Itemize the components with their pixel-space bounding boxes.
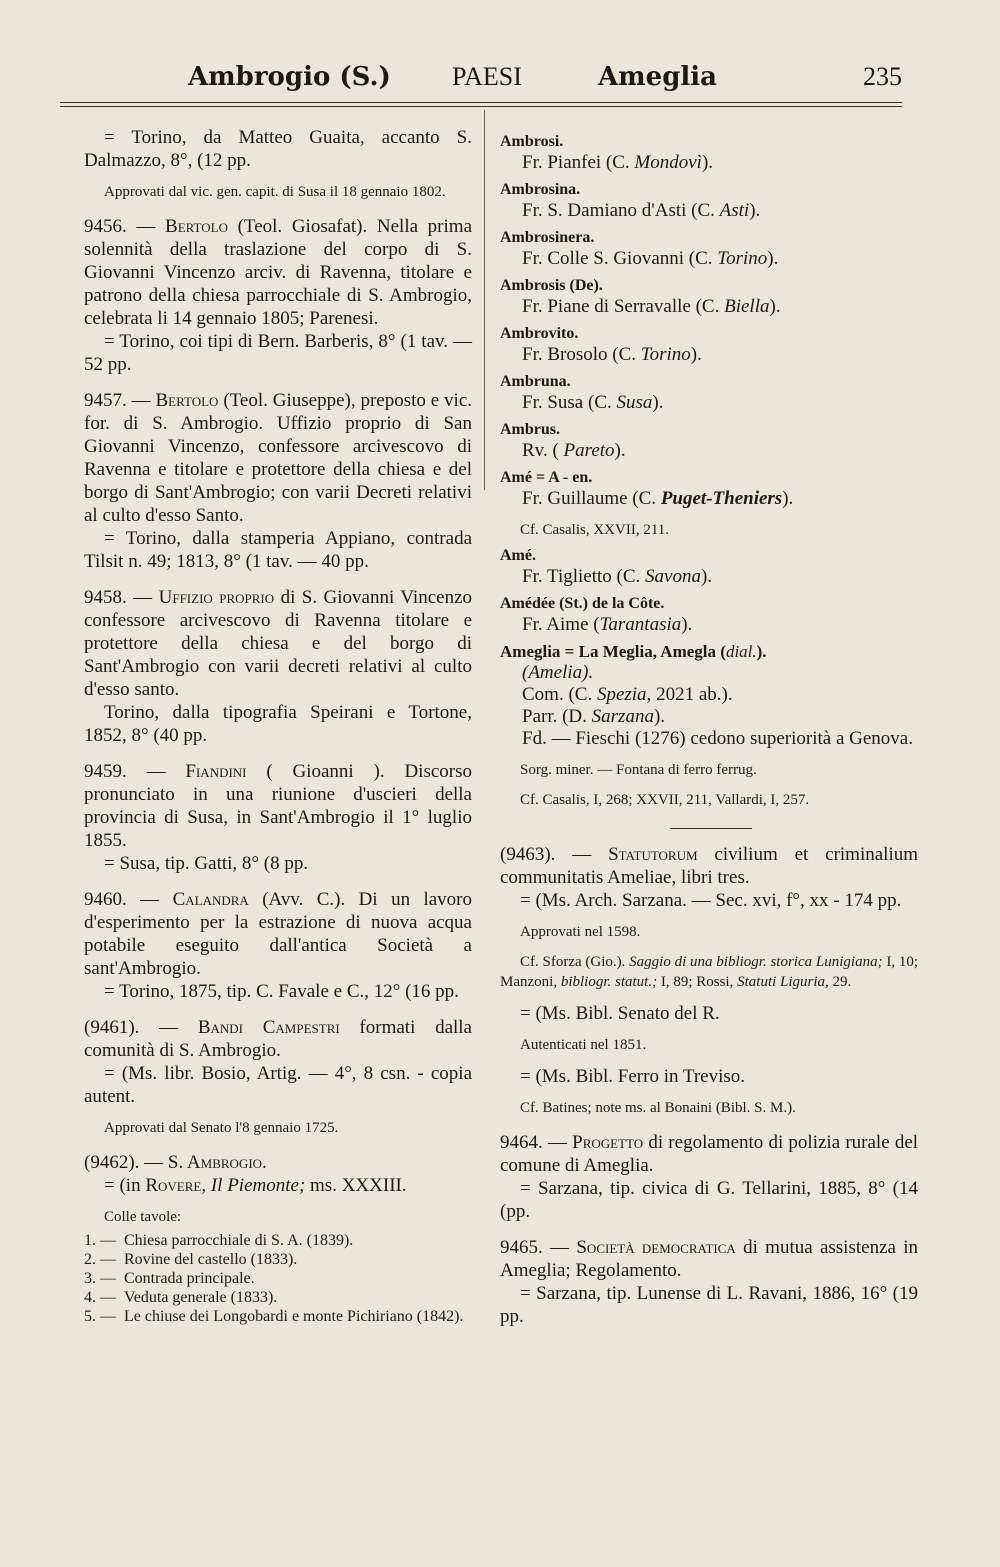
text: Com. (C. (522, 684, 593, 705)
entry-9458: 9458. — Uffizio proprio di S. Giovanni Vincenzo confessore arcivescovo di Ravenna titolare e protettore della chiesa e del borgo di Sant'Ambrogio con varii decreti relativi al culto d'esso santo. (84, 587, 473, 700)
entry-9456: 9456. — Bertolo (Teol. Giosafat). Nella prima solennità della traslazione del corpo di S. Giovanni Vincenzo arciv. di Ravenna, titolare e patrono della chiesa parrocchiale di S. Ambrogio, celebrata li 14 gennaio 1805; Parenesi. (84, 216, 472, 329)
place-where: Savona (645, 566, 701, 587)
plate-caption: Le chiuse dei Longobardi e monte Pichiriano (1842). (124, 1308, 464, 1325)
place-line (500, 614, 918, 636)
place-text: Fr. Susa (C. (522, 392, 612, 413)
entry-title: Statutorum (608, 844, 698, 865)
entry-ref (500, 952, 918, 992)
plate-number: 2. — (84, 1251, 116, 1268)
place-name: Ambrosi. (500, 133, 564, 150)
plate-caption: Rovine del castello (1833). (124, 1251, 298, 1268)
place-entry (500, 420, 918, 462)
ref-text: I, 10; Manzoni, (500, 954, 919, 990)
entry-copy: = (Ms. Bibl. Senato del R. (520, 1003, 720, 1024)
place-line (500, 566, 918, 588)
ameglia-ref: Cf. Casalis, I, 268; XXVII, 211, Vallardi, I, 257. (520, 792, 810, 808)
entry-imprint: = Sarzana, tip. Lunense di L. Ravani, 1886, 16° (19 pp. (500, 1283, 918, 1327)
place-name: Ambrovito. (500, 325, 579, 342)
entry-author: S. Ambrogio. (167, 1152, 267, 1173)
imprint-text: ms. XXXIII. (310, 1175, 407, 1196)
ameglia-name: Ameglia = La Meglia, Amegla ( (500, 642, 726, 661)
place-where: Biella (724, 296, 770, 317)
place-line (500, 344, 918, 366)
entry-imprint (84, 1174, 472, 1197)
place-end: ). (614, 440, 626, 461)
plate-caption: Veduta generale (1833). (124, 1289, 278, 1306)
entry-number: 9459. (84, 761, 127, 782)
imprint-text: = (in (104, 1175, 141, 1196)
place-end: ). (782, 488, 794, 509)
entry-number: 9457. (84, 390, 127, 411)
place-name: Amé = A - en. (500, 469, 593, 486)
place-line (500, 200, 918, 222)
ameglia-latin: (Amelia). (522, 662, 594, 683)
entry-9465: 9465. — Società democratica di mutua assistenza in Ameglia; Regolamento. (500, 1237, 919, 1281)
ref-text: 29. (832, 974, 852, 990)
place-where: Tarantasia (599, 614, 682, 635)
text: Parr. (D. (522, 706, 587, 727)
place-end: ). (701, 152, 714, 173)
place-line (500, 248, 918, 270)
entry-9462: (9462). — S. Ambrogio. (84, 1152, 267, 1173)
entry-number: (9462). (84, 1152, 140, 1173)
place-name: Amédée (St.) de la Côte. (500, 595, 665, 612)
header-section: PAESI (452, 62, 522, 91)
header-left-title: Ambrogio (S.) (188, 62, 391, 92)
ameglia-parrocchia (500, 706, 918, 728)
entry-number: (9461). (84, 1017, 140, 1038)
header-right-title: Ameglia (598, 62, 718, 92)
place-entry (500, 180, 918, 222)
place-name: Ambrus. (500, 421, 561, 438)
place-entry (500, 276, 918, 318)
entry-9464: 9464. — Progetto di regolamento di polizia rurale del comune di Ameglia. (500, 1132, 919, 1176)
running-header (90, 62, 902, 102)
place-line (500, 152, 918, 174)
entry-imprint: Torino, dalla tipografia Speirani e Tortone, 1852, 8° (40 pp. (84, 702, 472, 746)
ref-work: bibliogr. statut.; (560, 974, 658, 990)
plate-caption: Contrada principale. (124, 1270, 255, 1287)
entry-ref: Cf. Batines; note ms. al Bonaini (Bibl. S. M.). (520, 1100, 796, 1116)
ameglia-dial: dial. (725, 642, 757, 661)
ameglia-feudo: Fd. — Fieschi (1276) cedono superiorità a Genova. (522, 728, 913, 749)
entry-9460: 9460. — Calandra (Avv. C.). Di un lavoro d'esperimento per la estrazione di nuova acqua potabile eseguito dall'antica Società a sant'Ambrogio. (84, 889, 473, 979)
place-where: Susa (616, 392, 653, 413)
entry-title: Uffizio proprio (158, 587, 275, 608)
plate-item (84, 1307, 472, 1326)
entry-note: Autenticati nel 1851. (520, 1037, 647, 1053)
entry-title: Società democratica (576, 1237, 736, 1258)
entry-imprint: = Sarzana, tip. civica di G. Tellarini, 1885, 8° (14 (pp. (500, 1178, 918, 1222)
entry-number: 9465. (500, 1237, 543, 1258)
entry-author: Fiandini (185, 761, 247, 782)
entry-number: (9463). (500, 844, 556, 865)
entry-text: ( Gioanni ). Discorso pronunciato in una riunione d'uscieri della provincia di Susa, in Sant'Ambrogio il 1° luglio 1855. (84, 761, 472, 851)
entry-9461: (9461). — Bandi Campestri formati dalla comunità di S. Ambrogio. (84, 1017, 472, 1061)
entry-author: Bertolo (165, 216, 228, 237)
plate-item (84, 1288, 472, 1307)
entry-imprint: = Torino, coi tipi di Bern. Barberis, 8° (1 tav. — 52 pp. (84, 331, 472, 375)
ameglia-end: ). (756, 642, 767, 661)
place-text: Fr. Tiglietto (C. (522, 566, 641, 587)
place-where: Torino (640, 344, 691, 365)
entry-text: (Teol. Giosafat). Nella prima solennità della traslazione del corpo di S. Giovanni Vincenzo arciv. di Ravenna, titolare e patrono della chiesa parrocchiale di S. Ambrogio, celebrata li 14 gennaio 1805; Parenesi. (84, 216, 472, 329)
entry-text: di regolamento di polizia rurale del comune di Ameglia. (500, 1132, 919, 1176)
entry-continuation: = Torino, da Matteo Guaita, accanto S. Dalmazzo, 8°, (12 pp. (84, 127, 472, 171)
place-text: Fr. Brosolo (C. (522, 344, 637, 365)
plate-item (84, 1269, 472, 1288)
ref-work: Statuti Liguria, (737, 974, 829, 990)
place-end: ). (749, 200, 761, 221)
entry-9459: 9459. — Fiandini ( Gioanni ). Discorso pronunciato in una riunione d'uscieri della provincia di Susa, in Sant'Ambrogio il 1° luglio 1855. (84, 761, 472, 851)
plate-number: 3. — (84, 1270, 116, 1287)
ref-text: I, 89; Rossi, (660, 974, 734, 990)
place-text: Fr. Piane di Serravalle (C. (522, 296, 720, 317)
place-line (500, 392, 918, 414)
entry-imprint: = Torino, 1875, tip. C. Favale e C., 12° (16 pp. (104, 981, 459, 1002)
place-where: Puget-Theniers (660, 488, 783, 509)
plate-number: 1. — (84, 1232, 116, 1249)
text: ). (653, 706, 666, 727)
place-name: Ambruna. (500, 373, 571, 390)
place-name: Ambrosis (De). (500, 277, 603, 294)
entry-copy: = (Ms. Bibl. Ferro in Treviso. (520, 1066, 746, 1087)
plate-number: 4. — (84, 1289, 116, 1306)
place-name: Amé. (500, 547, 536, 564)
place-end: ). (769, 296, 781, 317)
place-text: Rv. ( (522, 440, 559, 461)
place-entries (500, 132, 918, 462)
place-entry (500, 372, 918, 414)
place-entry (500, 324, 918, 366)
entry-text: formati dalla comunità di S. Ambrogio. (84, 1017, 472, 1061)
place-where: Torino (717, 248, 768, 269)
plate-item (84, 1250, 472, 1269)
entry-author: Bertolo (155, 390, 219, 411)
column-divider (484, 110, 485, 490)
header-rule (60, 102, 902, 103)
entry-text: (Teol. Giuseppe), preposto e vic. for. di S. Ambrogio. Uffizio proprio di San Giovanni Vincenzo, confessore arcivescovo di Ravenna e titolare e protettore della chiesa e del borgo di Sant'Ambrogio; con varii Decreti relativi al culto d'esso Santo. (84, 390, 473, 526)
place-name: Ambrosinera. (500, 229, 595, 246)
entry-number: 9458. (84, 587, 127, 608)
plates-label: Colle tavole: (104, 1209, 182, 1225)
place-text: Fr. Guillaume (C. (522, 488, 657, 509)
entry-text: di S. Giovanni Vincenzo confessore arcivescovo di Ravenna titolare e protettore della chiesa e del borgo di Sant'Ambrogio con varii decreti relativi al culto d'esso santo. (84, 587, 473, 700)
entry-number: 9456. (84, 216, 127, 237)
where: Sarzana (591, 706, 654, 727)
ameglia-sorgente: Sorg. miner. — Fontana di ferro ferrug. (520, 762, 757, 778)
place-end: ). (652, 392, 664, 413)
place-name: Ambrosina. (500, 181, 581, 198)
place-text: Fr. Pianfei (C. (522, 152, 630, 173)
entry-imprint: = (Ms. libr. Bosio, Artig. — 4°, 8 csn. - copia autent. (84, 1063, 472, 1107)
place-end: ). (690, 344, 702, 365)
entry-title: Progetto (572, 1132, 644, 1153)
plates-list (84, 1231, 472, 1326)
place-text: Fr. Colle S. Giovanni (C. (522, 248, 713, 269)
header-rule-double (60, 106, 902, 107)
entry-9457: 9457. — Bertolo (Teol. Giuseppe), preposto e vic. for. di S. Ambrogio. Uffizio proprio di San Giovanni Vincenzo, confessore arcivescovo di Ravenna e titolare e protettore della chiesa e del borgo di Sant'Ambrogio; con varii Decreti relativi al culto d'esso Santo. (84, 390, 473, 526)
place-end: ). (700, 566, 713, 587)
plate-caption: Chiesa parrocchiale di S. A. (1839). (124, 1232, 354, 1249)
place-where: Mondovì (634, 152, 702, 173)
entry-text: di mutua assistenza in Ameglia; Regolamento. (500, 1237, 919, 1281)
ameglia-comune (500, 684, 918, 706)
place-text: Fr. Aime ( (522, 614, 600, 635)
place-entry (500, 228, 918, 270)
left-column (84, 126, 472, 1326)
entry-number: 9460. (84, 889, 127, 910)
place-entry (500, 132, 918, 174)
entry-note: Approvati dal vic. gen. capit. di Susa il 18 gennaio 1802. (104, 184, 446, 200)
entry-number: 9464. (500, 1132, 543, 1153)
entry-note: Approvati nel 1598. (520, 924, 641, 940)
right-column (500, 126, 918, 1328)
imprint-work: Il Piemonte; (210, 1175, 306, 1196)
place-where: Pareto (563, 440, 615, 461)
entry-imprint: = Torino, dalla stamperia Appiano, contrada Tilsit n. 49; 1813, 8° (1 tav. — 40 pp. (84, 528, 472, 572)
text: 2021 ab.). (656, 684, 733, 705)
imprint-author: Rovere, (145, 1175, 207, 1196)
entry-note: Approvati dal Senato l'8 gennaio 1725. (104, 1120, 339, 1136)
place-line (500, 296, 918, 318)
entry-imprint: = (Ms. Arch. Sarzana. — Sec. xvi, f°, xx - 174 pp. (520, 890, 902, 911)
where: Spezia, (596, 684, 652, 705)
place-ref: Cf. Casalis, XXVII, 211. (520, 522, 670, 538)
entry-9463: (9463). — Statutorum civilium et criminalium communitatis Ameliae, libri tres. (500, 844, 918, 888)
place-end: ). (767, 248, 779, 269)
place-where: Asti (719, 200, 750, 221)
entry-text: (Avv. C.). Di un lavoro d'esperimento per la estrazione di nuova acqua potabile eseguito dall'antica Società a sant'Ambrogio. (84, 889, 473, 979)
ref-work: Saggio di una bibliogr. storica Lunigiana; (629, 954, 883, 970)
place-line (500, 440, 918, 462)
plate-number: 5. — (84, 1308, 116, 1325)
place-end: ). (681, 614, 693, 635)
entry-imprint: = Susa, tip. Gatti, 8° (8 pp. (104, 853, 309, 874)
entry-author: Bandi Campestri (197, 1017, 340, 1038)
ref-text: Cf. Sforza (Gio.). (520, 954, 626, 970)
plate-item (84, 1231, 472, 1250)
entry-author: Calandra (172, 889, 249, 910)
section-rule (670, 828, 752, 829)
entry-text: civilium et criminalium communitatis Ameliae, libri tres. (500, 844, 918, 888)
place-text: Fr. S. Damiano d'Asti (C. (522, 200, 715, 221)
page-number: 235 (863, 62, 902, 91)
ameglia-heading (500, 642, 918, 662)
place-line (500, 488, 918, 510)
